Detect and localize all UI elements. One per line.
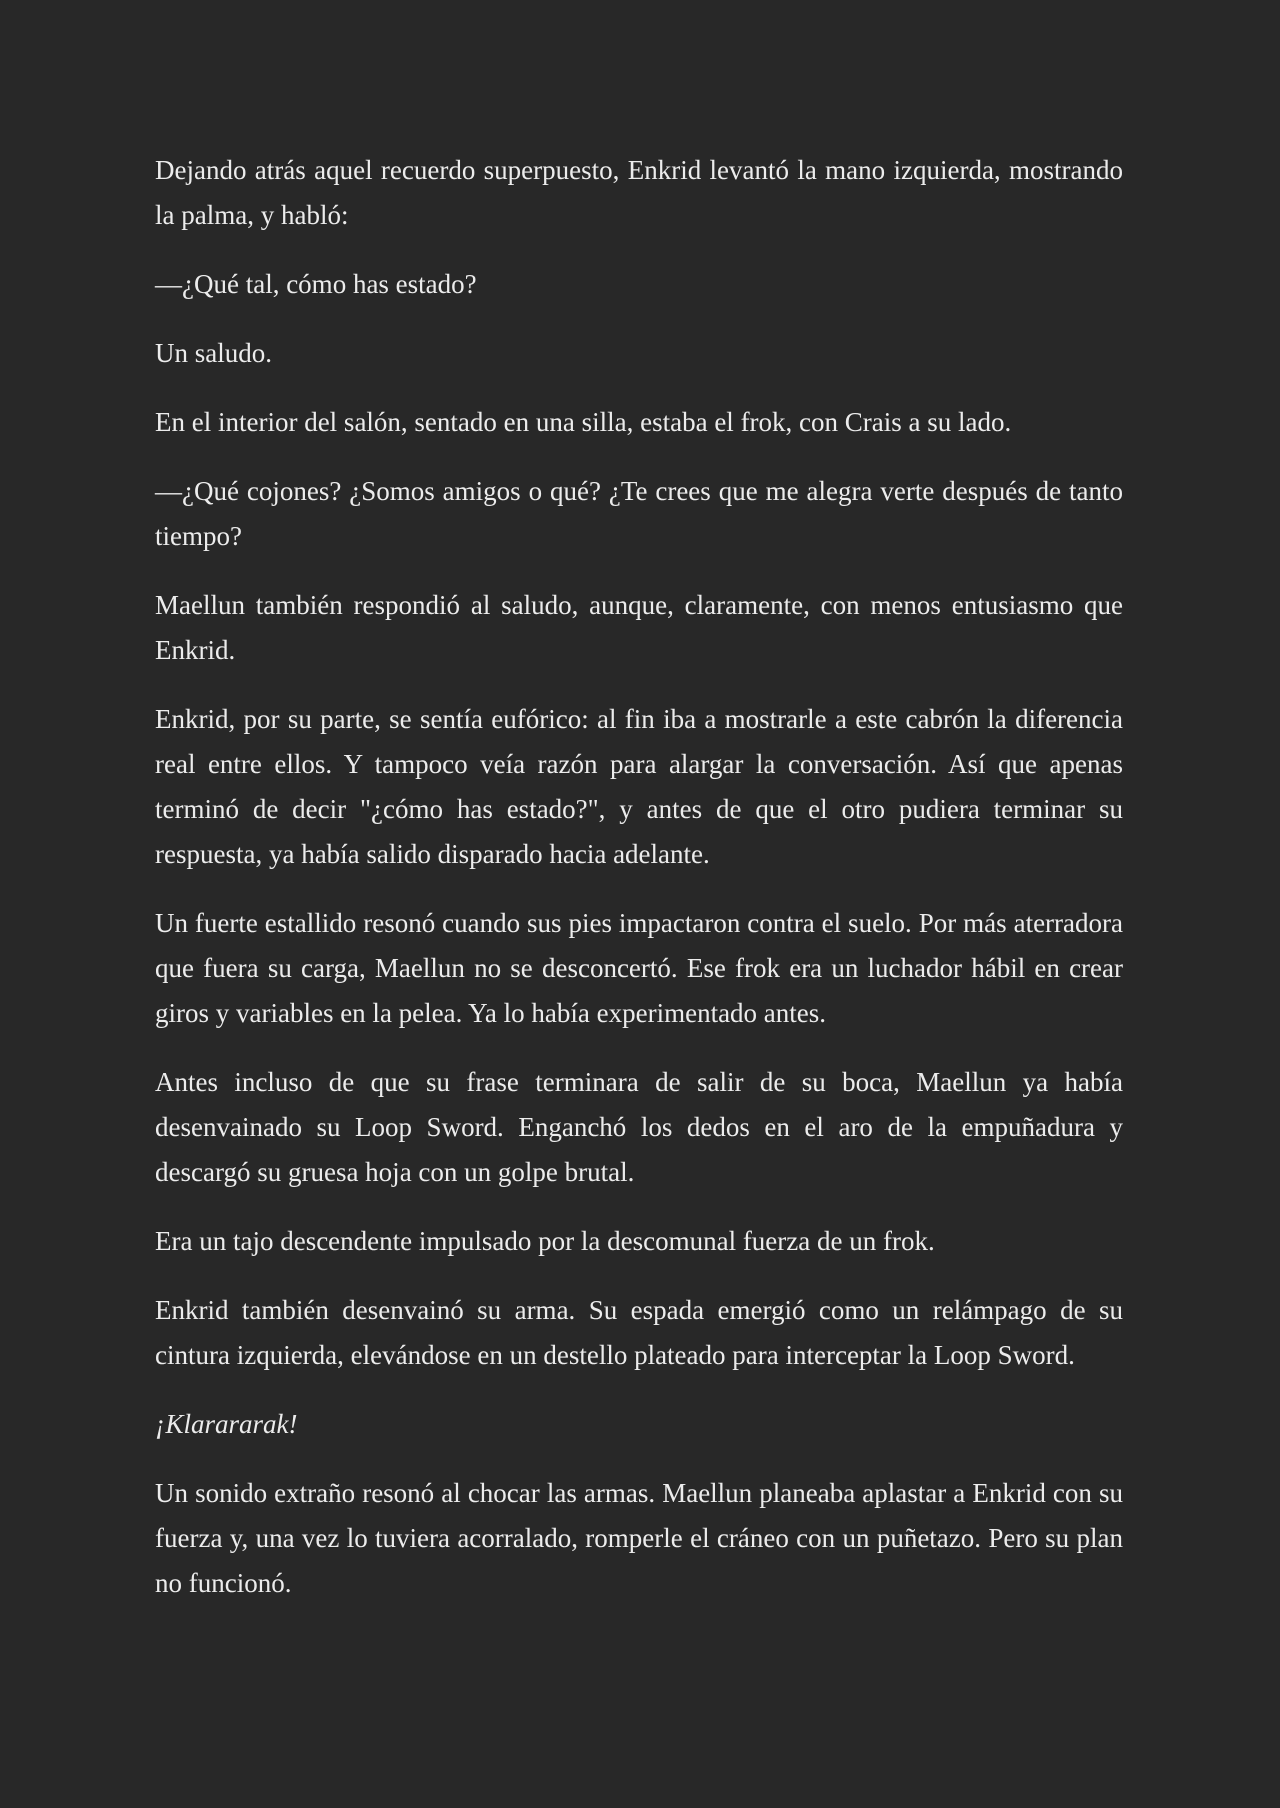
paragraph-2-dialogue: —¿Qué tal, cómo has estado? xyxy=(155,269,477,299)
paragraph-12-sound-effect: ¡Klarararak! xyxy=(155,1409,298,1439)
paragraph-8: Un fuerte estallido resonó cuando sus pies impactaron contra el suelo. Por más aterradora que fuera su carga, Maellun no se desconcertó. Ese frok era un luchador hábil en crear giros y variables en la pelea. Ya lo había experimentado antes. xyxy=(155,908,1123,1028)
reader-text-body xyxy=(155,148,1123,1630)
paragraph-3: Un saludo. xyxy=(155,338,272,368)
paragraph-13: Un sonido extraño resonó al chocar las armas. Maellun planeaba aplastar a Enkrid con su fuerza y, una vez lo tuviera acorralado, romperle el cráneo con un puñetazo. Pero su plan no funcionó. xyxy=(155,1478,1123,1598)
paragraph-1: Dejando atrás aquel recuerdo superpuesto, Enkrid levantó la mano izquierda, mostrando la palma, y habló: xyxy=(155,155,1123,230)
paragraph-5-dialogue: —¿Qué cojones? ¿Somos amigos o qué? ¿Te crees que me alegra verte después de tanto tiempo? xyxy=(155,476,1123,551)
paragraph-6: Maellun también respondió al saludo, aunque, claramente, con menos entusiasmo que Enkrid. xyxy=(155,590,1123,665)
paragraph-10: Era un tajo descendente impulsado por la descomunal fuerza de un frok. xyxy=(155,1226,935,1256)
paragraph-7: Enkrid, por su parte, se sentía eufórico: al fin iba a mostrarle a este cabrón la diferencia real entre ellos. Y tampoco veía razón para alargar la conversación. Así que apenas terminó de decir "¿cómo has estado?", y antes de que el otro pudiera terminar su respuesta, ya había salido disparado hacia adelante. xyxy=(155,704,1123,869)
paragraph-4: En el interior del salón, sentado en una silla, estaba el frok, con Crais a su lado. xyxy=(155,407,1012,437)
paragraph-11: Enkrid también desenvainó su arma. Su espada emergió como un relámpago de su cintura izquierda, elevándose en un destello plateado para interceptar la Loop Sword. xyxy=(155,1295,1123,1370)
paragraph-9: Antes incluso de que su frase terminara de salir de su boca, Maellun ya había desenvainado su Loop Sword. Enganchó los dedos en el aro de la empuñadura y descargó su gruesa hoja con un golpe brutal. xyxy=(155,1067,1123,1187)
